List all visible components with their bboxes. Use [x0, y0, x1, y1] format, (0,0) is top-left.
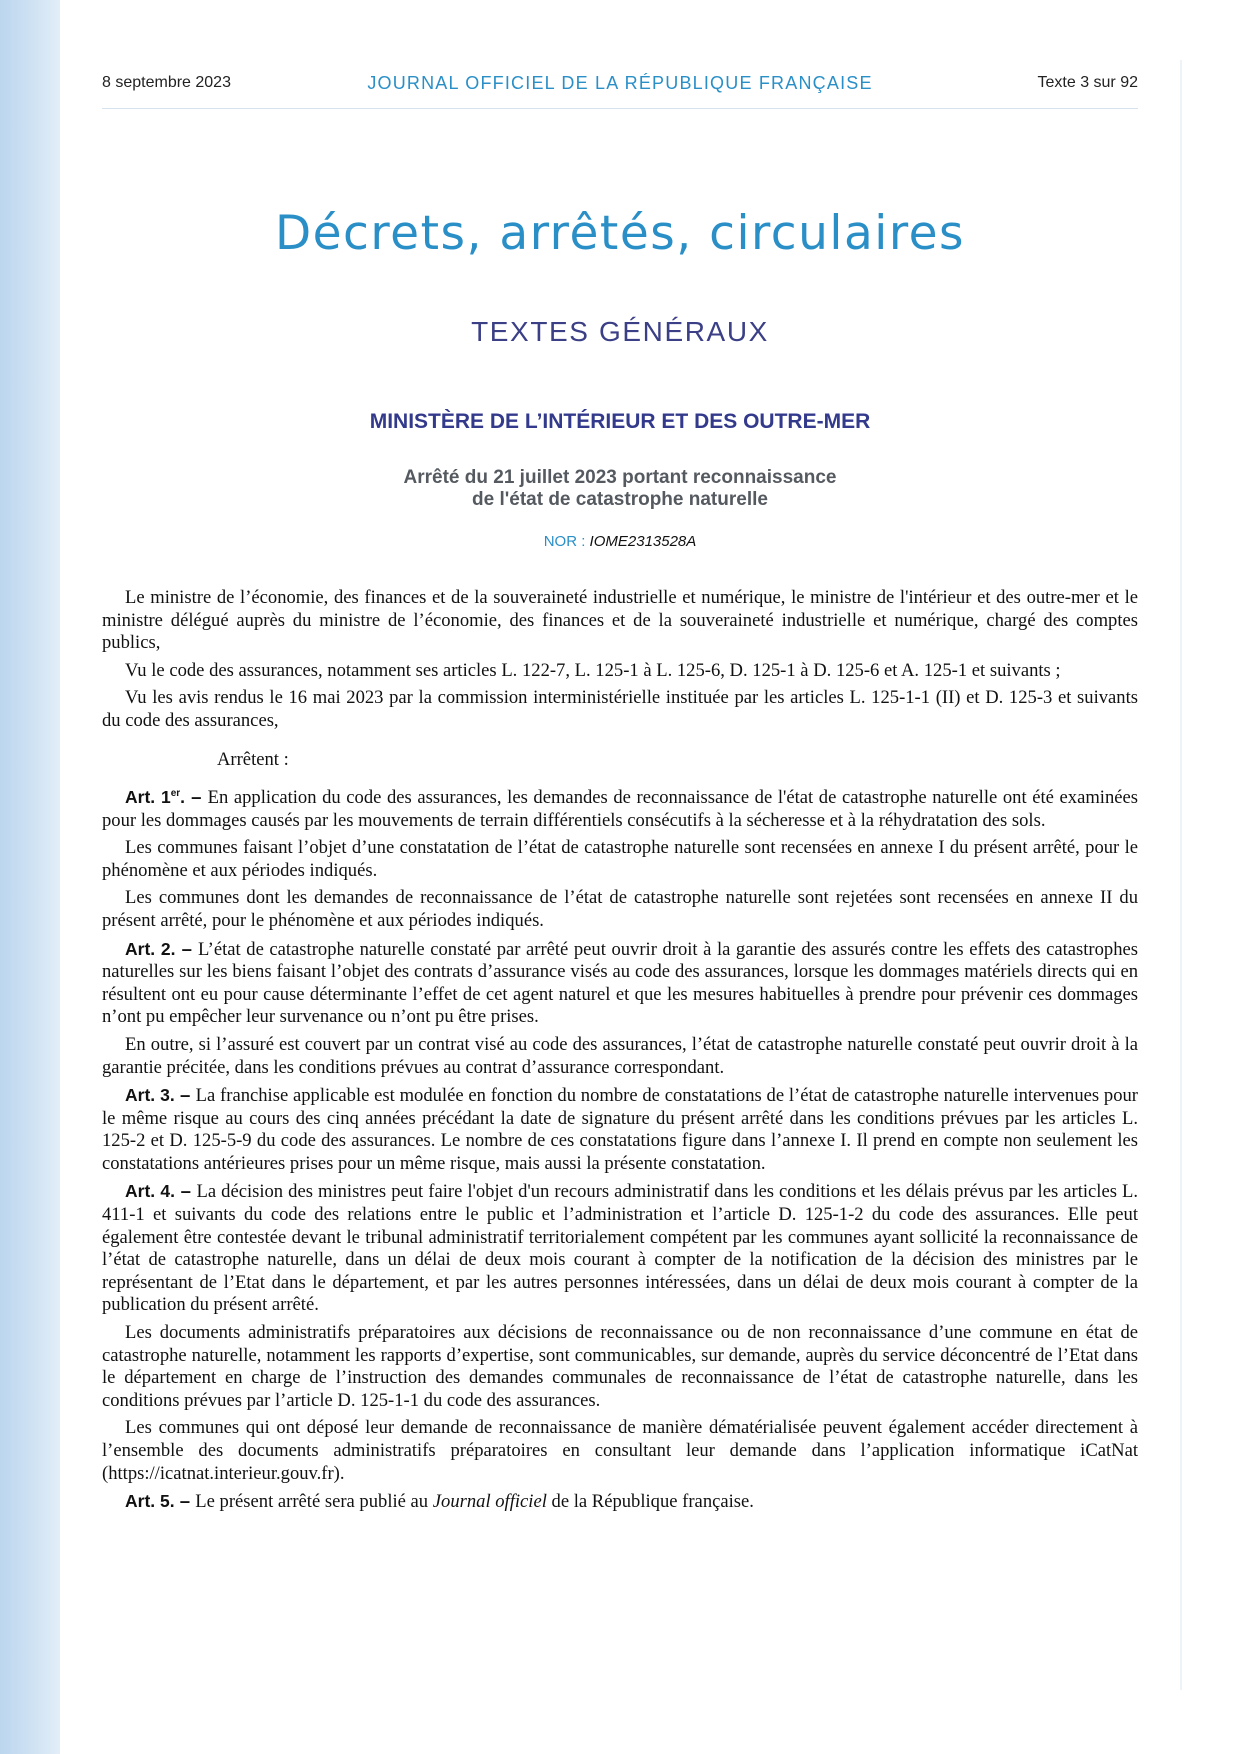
- header-journal-title: JOURNAL OFFICIEL DE LA RÉPUBLIQUE FRANÇAISE: [367, 73, 873, 93]
- nor-reference: [60, 533, 1180, 550]
- rubric-title: Décrets, arrêtés, circulaires: [274, 206, 966, 261]
- article-4: Art. 4. – La décision des ministres peut faire l'objet d'un recours administratif dans les conditions et les délais prévus par les articles L. 411-1 et suivants du code des relations entre le public et l’administration et l’article D. 125-1-2 du code des assurances. Elle peut également être contestée devant le tribunal administratif territorialement compétent par les communes ayant sollicité la reconnaissance de l’état de catastrophe naturelle, dans un délai de deux mois courant à compter de la notification de la décision des ministres par le représentant de l’Etat dans le département, et par les autres personnes intéressées, dans un délai de deux mois courant à compter de la publication du présent arrêté.: [102, 1180, 1138, 1316]
- nor-value: IOME2313528A: [589, 533, 697, 550]
- article-5-text: Le présent arrêté sera publié au Journal officiel de la République française.: [195, 1491, 754, 1513]
- arrete-title: [60, 467, 1180, 511]
- header-text-number: Texte 3 sur 92: [1037, 74, 1138, 91]
- article-4-text: La décision des ministres peut faire l'objet d'un recours administratif dans les conditions et les délais prévus par les articles L. 411-1 et suivants du code des relations entre le public et l’administration et l’article D. 125-1-2 du code des assurances. Elle peut également être contestée devant le tribunal administratif territorialement compétent par les communes ayant sollicité la reconnaissance de l’état de catastrophe naturelle, dans un délai de deux mois courant à compter de la notification de la décision des ministres par le représentant de l’Etat dans le département, et par les autres personnes intéressées, dans un délai de deux mois courant à compter de la publication du présent arrêté.: [102, 1181, 1138, 1316]
- article-3-text: La franchise applicable est modulée en fonction du nombre de constatations de l’état de catastrophe naturelle intervenues pour le même risque au cours des cinq années précédant la date de signature du présent arrêté dans les conditions prévues par les articles L. 125-2 et D. 125-5-9 du code des assurances. Le nombre de ces constatations figure dans l’annexe I. Il prend en compte non seulement les constatations antérieures prises pour un même risque, mais aussi la présente constatation.: [102, 1085, 1138, 1174]
- article-1-paragraph: Les communes dont les demandes de reconnaissance de l’état de catastrophe naturelle sont rejetées sont recensées en annexe II du présent arrêté, pour le phénomène et aux périodes indiqués.: [102, 887, 1138, 931]
- header-date: 8 septembre 2023: [102, 74, 231, 91]
- page-right-edge: [1180, 60, 1182, 1690]
- article-1-text: En application du code des assurances, les demandes de reconnaissance de l'état de catastrophe naturelle ont été examinées pour les dommages causés par les mouvements de terrain différentiels consécutifs à la sécheresse et à la réhydratation des sols.: [102, 786, 1138, 831]
- preamble-visa-code: Vu le code des assurances, notamment ses articles L. 122-7, L. 125-1 à L. 125-6, D. 125-1 à D. 125-6 et A. 125-1 et suivants ;: [125, 659, 1061, 681]
- page-header: [102, 64, 1138, 109]
- article-2-label: Art. 2.: [125, 938, 176, 959]
- arretent-formula: Arrêtent :: [217, 748, 289, 770]
- arrete-title-line-2: de l'état de catastrophe naturelle: [472, 489, 768, 510]
- document-body: [102, 587, 1138, 1519]
- subrubric-title: TEXTES GÉNÉRAUX: [471, 316, 769, 347]
- ministry-name: MINISTÈRE DE L’INTÉRIEUR ET DES OUTRE-MER: [369, 410, 871, 433]
- article-4-paragraph: Les communes qui ont déposé leur demande de reconnaissance de manière dématérialisée peuvent également accéder directement à l’ensemble des documents administratifs préparatoires en consultant leur demande dans l’application informatique iCatNat (https://icatnat.interieur.gouv.fr).: [102, 1417, 1138, 1484]
- article-4-label: Art. 4.: [125, 1181, 175, 1202]
- journal-officiel-italic: Journal officiel: [432, 1491, 547, 1513]
- preamble-paragraph: Le ministre de l’économie, des finances et de la souveraineté industrielle et numérique, le ministre de l'intérieur et des outre-mer et le ministre délégué auprès du ministre de l’économie, des finances et de la souveraineté industrielle et numérique, chargé des comptes publics,: [102, 587, 1138, 654]
- arrete-title-line-1: Arrêté du 21 juillet 2023 portant reconnaissance: [403, 467, 837, 488]
- document-page: [60, 0, 1180, 1754]
- article-1-label: Art. 1er.: [125, 786, 186, 807]
- article-1-paragraph: Les communes faisant l’objet d’une constatation de l’état de catastrophe naturelle sont recensées en annexe I du présent arrêté, pour le phénomène et aux périodes indiqués.: [102, 837, 1138, 881]
- article-2-paragraph: En outre, si l’assuré est couvert par un contrat visé au code des assurances, l’état de catastrophe naturelle constaté peut ouvrir droit à la garantie précitée, dans les conditions prévues au contrat d’assurance correspondant.: [102, 1033, 1138, 1078]
- article-3: Art. 3. – La franchise applicable est modulée en fonction du nombre de constatations de l’état de catastrophe naturelle intervenues pour le même risque au cours des cinq années précédant la date de signature du présent arrêté dans les conditions prévues par les articles L. 125-2 et D. 125-5-9 du code des assurances. Le nombre de ces constatations figure dans l’annexe I. Il prend en compte non seulement les constatations antérieures prises pour un même risque, mais aussi la présente constatation.: [102, 1084, 1138, 1174]
- article-5: Art. 5. – Le présent arrêté sera publié au Journal officiel de la République française.: [125, 1490, 754, 1513]
- left-margin-band: [0, 0, 60, 1754]
- article-1: Art. 1er. – En application du code des assurances, les demandes de reconnaissance de l'état de catastrophe naturelle ont été examinées pour les dommages causés par les mouvements de terrain différentiels consécutifs à la sécheresse et à la réhydratation des sols.: [102, 785, 1138, 831]
- nor-label: NOR :: [543, 533, 590, 550]
- article-2: Art. 2. – L’état de catastrophe naturelle constaté par arrêté peut ouvrir droit à la garantie des assurés contre les effets des catastrophes naturelles sur les biens faisant l’objet des contrats d’assurance visés au code des assurances, lorsque les dommages matériels directs qui en résultent ont eu pour cause déterminante l’effet de cet agent naturel et que les mesures habituelles à prendre pour prévenir ces dommages n’ont pu empêcher leur survenance ou n’ont pu être prises.: [102, 937, 1138, 1028]
- article-2-text: L’état de catastrophe naturelle constaté par arrêté peut ouvrir droit à la garantie des assurés contre les effets des catastrophes naturelles sur les biens faisant l’objet des contrats d’assurance visés au code des assurances, lorsque les dommages matériels directs qui en résultent ont eu pour cause déterminante l’effet de cet agent naturel et que les mesures habituelles à prendre pour prévenir ces dommages n’ont pu empêcher leur survenance ou n’ont pu être prises.: [102, 938, 1138, 1028]
- preamble-visa-avis: Vu les avis rendus le 16 mai 2023 par la commission interministérielle instituée par les articles L. 125-1-1 (II) et D. 125-3 et suivants du code des assurances,: [102, 687, 1138, 731]
- article-3-label: Art. 3.: [125, 1085, 175, 1106]
- article-4-paragraph: Les documents administratifs préparatoires aux décisions de reconnaissance ou de non reconnaissance d’une commune en état de catastrophe naturelle, notamment les rapports d’expertise, sont communicables, sur demande, auprès du service déconcentré de l’Etat dans le département en charge de l’instruction des demandes communales de reconnaissance de l’état de catastrophe naturelle, dans les conditions prévues par l’article D. 125-1-1 du code des assurances.: [102, 1322, 1138, 1411]
- article-5-label: Art. 5.: [125, 1491, 175, 1512]
